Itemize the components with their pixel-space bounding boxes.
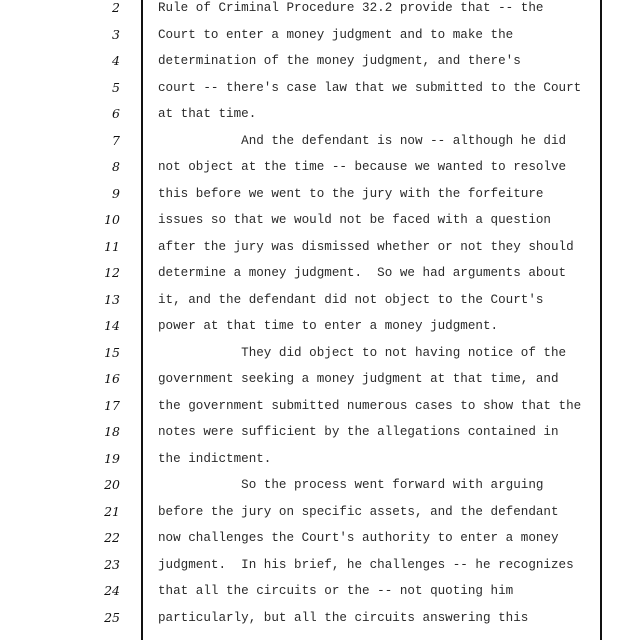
line-number: 10 bbox=[104, 212, 120, 227]
line-text: And the defendant is now -- although he did bbox=[158, 133, 567, 148]
transcript-line bbox=[0, 27, 640, 53]
line-number: 23 bbox=[104, 556, 120, 572]
line-text: notes were sufficient by the allegations contained in bbox=[158, 425, 559, 439]
line-text: the indictment. bbox=[158, 451, 272, 466]
transcript-line bbox=[0, 504, 640, 530]
line-text: before the jury on specific assets, and the defendant bbox=[158, 504, 559, 519]
line-number: 8 bbox=[112, 159, 120, 174]
line-number: 15 bbox=[104, 344, 120, 360]
transcript-line bbox=[0, 212, 640, 238]
transcript-line bbox=[0, 159, 640, 185]
line-text: determine a money judgment. So we had arguments about bbox=[158, 266, 567, 280]
transcript-line bbox=[0, 239, 640, 265]
transcript-line bbox=[0, 371, 640, 397]
line-number: 6 bbox=[112, 106, 120, 121]
line-text: after the jury was dismissed whether or not they should bbox=[158, 239, 574, 254]
line-text: the government submitted numerous cases to show that the bbox=[158, 398, 582, 413]
transcript-line bbox=[0, 451, 640, 477]
transcript-line bbox=[0, 80, 640, 106]
line-text: judgment. In his brief, he challenges -- he recognizes bbox=[158, 557, 574, 572]
line-number: 22 bbox=[104, 530, 120, 545]
transcript-line bbox=[0, 610, 640, 636]
line-text: issues so that we would not be faced with a question bbox=[158, 213, 551, 227]
transcript-line bbox=[0, 424, 640, 450]
line-number: 19 bbox=[104, 450, 120, 466]
line-text: now challenges the Court's authority to enter a money bbox=[158, 531, 559, 545]
line-number: 24 bbox=[104, 583, 120, 598]
line-text: it, and the defendant did not object to the Court's bbox=[158, 292, 544, 307]
line-text: court -- there's case law that we submitted to the Court bbox=[158, 80, 582, 95]
line-number: 3 bbox=[112, 26, 120, 42]
transcript-line bbox=[0, 133, 640, 159]
line-text: determination of the money judgment, and there's bbox=[158, 54, 521, 68]
line-number: 2 bbox=[112, 0, 120, 15]
line-number: 20 bbox=[104, 477, 120, 492]
line-text: Court to enter a money judgment and to make the bbox=[158, 27, 514, 42]
transcript-line bbox=[0, 583, 640, 609]
line-number: 11 bbox=[104, 238, 120, 254]
transcript-line bbox=[0, 106, 640, 132]
transcript-line bbox=[0, 0, 640, 26]
line-text: They did object to not having notice of the bbox=[158, 345, 567, 360]
transcript-line bbox=[0, 530, 640, 556]
line-number: 7 bbox=[112, 132, 120, 148]
line-text: that all the circuits or the -- not quoting him bbox=[158, 584, 514, 598]
transcript-line bbox=[0, 557, 640, 583]
line-number: 4 bbox=[112, 53, 120, 68]
line-text: particularly, but all the circuits answering this bbox=[158, 610, 529, 625]
line-text: at that time. bbox=[158, 107, 257, 121]
transcript-line bbox=[0, 53, 640, 79]
line-number: 14 bbox=[104, 318, 120, 333]
transcript-line bbox=[0, 477, 640, 503]
line-text: this before we went to the jury with the forfeiture bbox=[158, 186, 544, 201]
line-text: So the process went forward with arguing bbox=[158, 478, 544, 492]
line-text: Rule of Criminal Procedure 32.2 provide that -- the bbox=[158, 1, 544, 15]
line-number: 13 bbox=[104, 291, 120, 307]
line-number: 16 bbox=[104, 371, 120, 386]
line-number: 25 bbox=[104, 609, 120, 625]
transcript-line bbox=[0, 318, 640, 344]
line-text: power at that time to enter a money judgment. bbox=[158, 319, 499, 333]
line-number: 5 bbox=[112, 79, 120, 95]
transcript-line bbox=[0, 292, 640, 318]
transcript-line bbox=[0, 186, 640, 212]
line-number: 9 bbox=[112, 185, 120, 201]
line-number: 12 bbox=[104, 265, 120, 280]
line-number: 17 bbox=[104, 397, 120, 413]
line-text: government seeking a money judgment at that time, and bbox=[158, 372, 559, 386]
transcript-line bbox=[0, 265, 640, 291]
transcript-line bbox=[0, 345, 640, 371]
transcript-line bbox=[0, 398, 640, 424]
line-text: not object at the time -- because we wanted to resolve bbox=[158, 160, 567, 174]
line-number: 21 bbox=[104, 503, 120, 519]
line-number: 18 bbox=[104, 424, 120, 439]
